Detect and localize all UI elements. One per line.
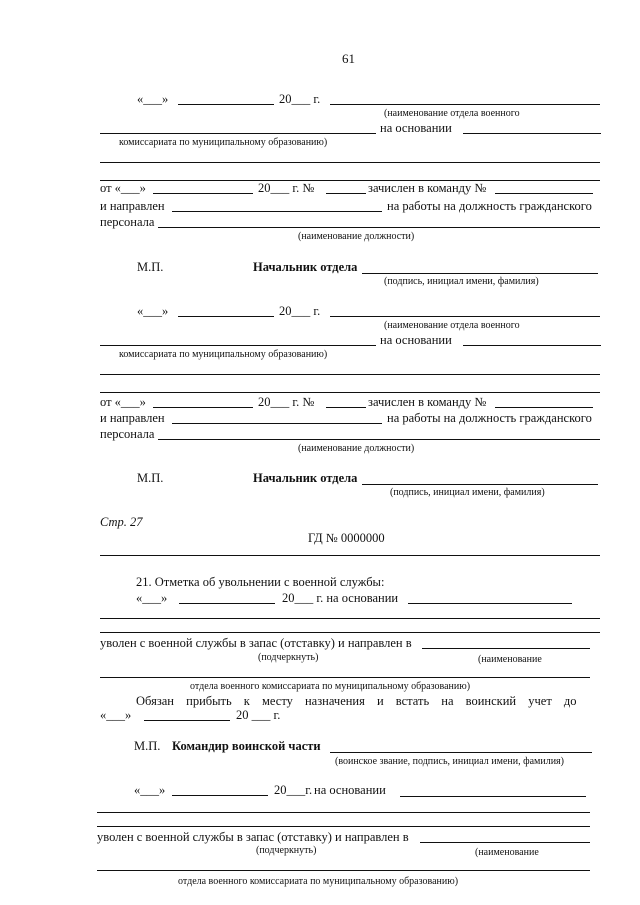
nachalnik-label-2: Начальник отдела (253, 471, 358, 485)
i-napravlen-2: и направлен (100, 411, 165, 425)
signature-line-2 (362, 484, 598, 485)
napravlen-line-2 (172, 423, 382, 424)
blank-line-2a (100, 374, 600, 375)
date-day-4: «___» (134, 783, 166, 797)
ot-date-2: от «___» (100, 395, 146, 409)
page-number: 61 (342, 51, 355, 66)
document-id: ГД № 0000000 (308, 531, 385, 545)
otdel-caption-2: отдела военного комиссариата по муниципальному образованию) (178, 876, 459, 887)
mp-2: М.П. (137, 471, 164, 485)
year-na-osnovanii-3: 20___ г. на основании (282, 591, 399, 605)
dolzhnost-caption-2: (наименование должности) (298, 443, 415, 454)
year-4: 20___г. (274, 783, 313, 797)
dolzhnost-caption-1: (наименование должности) (298, 231, 415, 242)
na-osnovanii-2: на основании (380, 333, 452, 347)
i-napravlen-1: и направлен (100, 199, 165, 213)
date-month-line-3 (179, 603, 275, 604)
date-year-2: 20___ г. (279, 304, 321, 318)
otdel-caption-1: отдела военного комиссариата по муниципальному образованию) (190, 681, 471, 692)
personala-line-1 (158, 227, 600, 228)
ot-year-1: 20___ г. № (258, 181, 315, 195)
date-month-line-1 (178, 104, 274, 105)
page-label: Стр. 27 (100, 515, 143, 529)
zachislen-1: зачислен в команду № (368, 181, 487, 195)
team-line-1 (495, 193, 593, 194)
page-separator-line (100, 555, 600, 556)
commander-signature-line (330, 752, 592, 753)
podpis-caption-2: (подпись, инициал имени, фамилия) (390, 487, 545, 498)
naimenovanie-1: (наименование (478, 654, 542, 665)
obyazan-year: 20 ___ г. (236, 708, 281, 722)
date-month-line-2 (178, 316, 274, 317)
komissariat-caption-1: комиссариата по муниципальному образованию) (119, 137, 328, 148)
na-raboty-1: на работы на должность гражданского (387, 199, 592, 213)
na-osnovanii-4: на основании (314, 783, 386, 797)
team-line-2 (495, 407, 593, 408)
uvolen-1: уволен с военной службы в запас (отставку) и направлен в (100, 636, 412, 650)
signature-line-1 (362, 273, 598, 274)
ot-year-2: 20___ г. № (258, 395, 315, 409)
personala-1: персонала (100, 215, 155, 229)
date-day-2: «___» (137, 304, 169, 318)
osnovanie-line-1 (463, 133, 601, 134)
na-raboty-2: на работы на должность гражданского (387, 411, 592, 425)
uvolen-line-1 (422, 648, 590, 649)
blank-line-4b (97, 826, 590, 827)
section21-title: 21. Отметка об увольнении с военной службы: (136, 575, 385, 589)
date-day-3: «___» (136, 591, 168, 605)
osnovanie-line-3 (408, 603, 572, 604)
mp-1: М.П. (137, 260, 164, 274)
date-year-1: 20___ г. (279, 92, 321, 106)
obyazan-date-day: «___» (100, 708, 132, 722)
uvolen-line-2 (420, 842, 590, 843)
podcherknut-1: (подчеркнуть) (258, 652, 319, 663)
commander-caption: (воинское звание, подпись, инициал имени, фамилия) (335, 756, 564, 767)
blank-line-4a (97, 812, 590, 813)
mp-3: М.П. (134, 739, 161, 753)
dept-caption-1: (наименование отдела военного (384, 108, 520, 119)
ot-date-1: от «___» (100, 181, 146, 195)
obyazan-text: Обязан прибыть к месту назначения и встать на воинский учет до (136, 694, 577, 708)
blank-line-1a (100, 162, 600, 163)
podpis-caption-1: (подпись, инициал имени, фамилия) (384, 276, 539, 287)
blank-line-3b (100, 632, 600, 633)
blank-line-1b (100, 180, 600, 181)
naimenovanie-2: (наименование (475, 847, 539, 858)
ot-number-line-2 (326, 407, 366, 408)
blank-line-4c (97, 870, 590, 871)
date-month-line-4 (172, 795, 268, 796)
napravlen-line-1 (172, 211, 382, 212)
dept-line-2b (100, 345, 376, 346)
blank-line-3a (100, 618, 600, 619)
podcherknut-2: (подчеркнуть) (256, 845, 317, 856)
osnovanie-line-2 (463, 345, 601, 346)
na-osnovanii-1: на основании (380, 121, 452, 135)
commander-label: Командир воинской части (172, 739, 321, 753)
personala-2: персонала (100, 427, 155, 441)
dept-caption-2: (наименование отдела военного (384, 320, 520, 331)
nachalnik-label-1: Начальник отдела (253, 260, 358, 274)
personala-line-2 (158, 439, 600, 440)
dept-line-2a (330, 316, 600, 317)
ot-month-line-2 (153, 407, 253, 408)
dept-line-1 (330, 104, 600, 105)
komissariat-caption-2: комиссариата по муниципальному образованию) (119, 349, 328, 360)
blank-line-3c (100, 677, 590, 678)
ot-month-line-1 (153, 193, 253, 194)
uvolen-2: уволен с военной службы в запас (отставку) и направлен в (97, 830, 409, 844)
blank-line-2b (100, 392, 600, 393)
zachislen-2: зачислен в команду № (368, 395, 487, 409)
date-day-1: «___» (137, 92, 169, 106)
obyazan-month-line (144, 720, 230, 721)
ot-number-line-1 (326, 193, 366, 194)
dept-line-2 (100, 133, 376, 134)
osnovanie-line-4 (400, 796, 586, 797)
